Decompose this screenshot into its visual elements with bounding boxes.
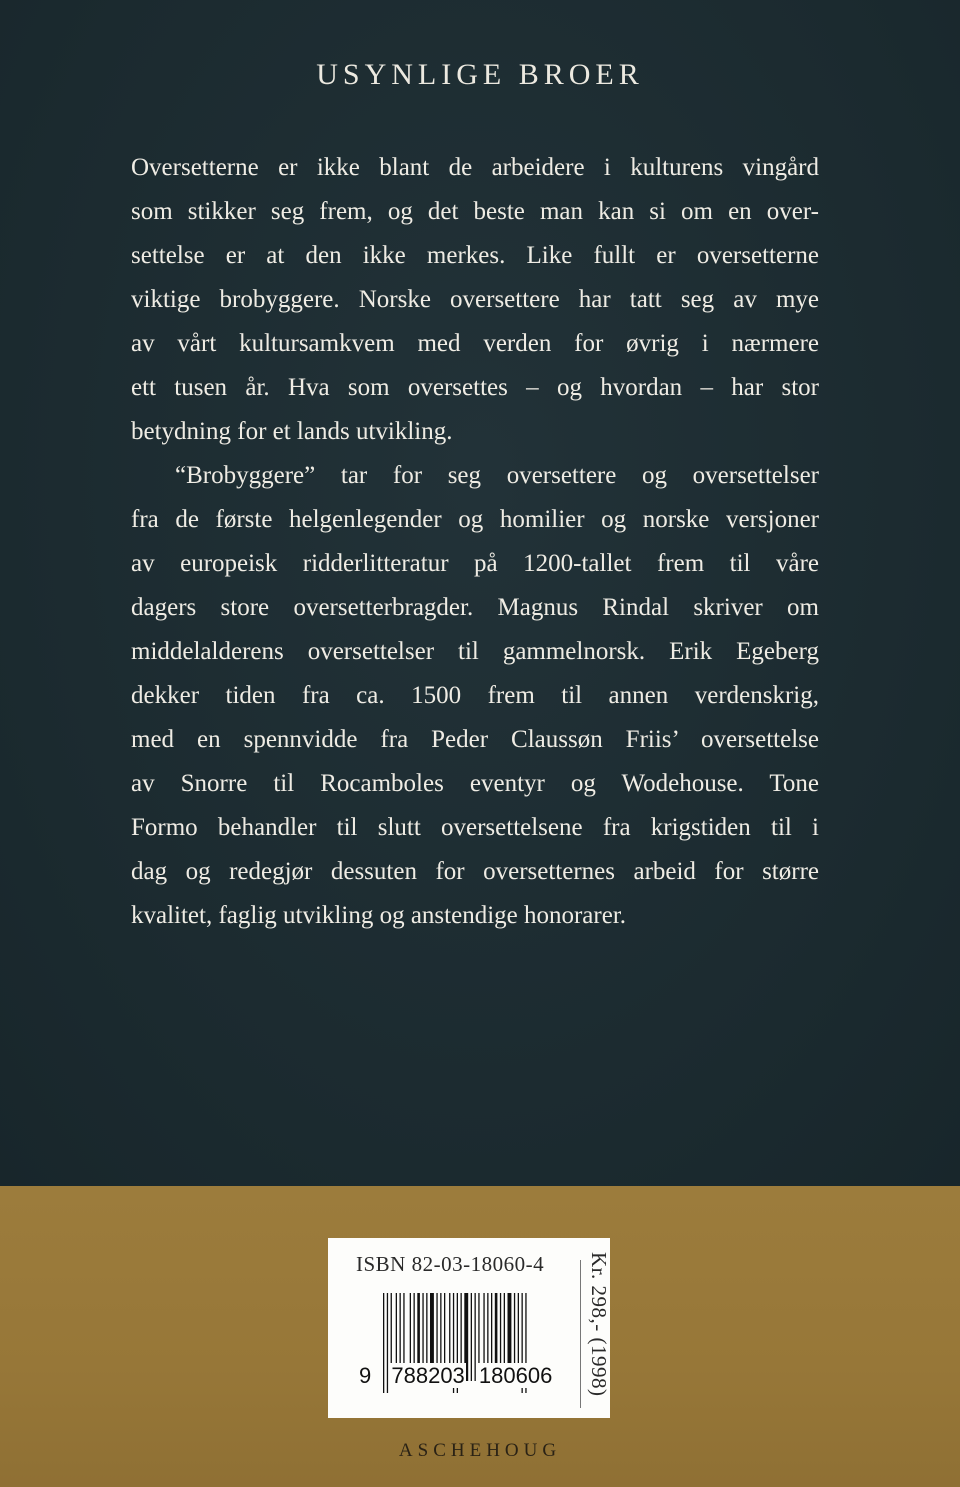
book-title: USYNLIGE BROER: [316, 58, 644, 91]
blurb-line: dag og redegjør dessuten for oversetternes arbeid for større: [131, 858, 819, 885]
blurb-line: dekker tiden fra ca. 1500 frem til annen verdenskrig,: [131, 682, 819, 709]
blurb-line: kvalitet, faglig utvikling og anstendige honorarer.: [131, 902, 627, 929]
barcode-label: [328, 1238, 610, 1418]
publisher-name: ASCHEHOUG: [398, 1440, 562, 1461]
blurb-line: med en spennvidde fra Peder Claussøn Friis’ oversettelse: [131, 726, 819, 753]
blurb-line: Formo behandler til slutt oversettelsene fra krigstiden til i: [131, 814, 819, 841]
blurb-line: ett tusen år. Hva som oversettes – og hvordan – har stor: [131, 374, 819, 401]
ean-group-2: 180606: [478, 1363, 553, 1388]
blurb-line: av vårt kultursamkvem med verden for øvrig i nærmere: [131, 330, 819, 357]
blurb-line: betydning for et lands utvikling.: [131, 418, 453, 445]
blurb-line: som stikker seg frem, og det beste man kan si om en over-: [131, 198, 819, 225]
blurb-line: av europeisk ridderlitteratur på 1200-tallet frem til våre: [131, 550, 819, 577]
label-divider: [580, 1260, 581, 1408]
blurb: [131, 146, 819, 938]
blurb-line: dagers store oversetterbragder. Magnus Rindal skriver om: [131, 594, 819, 621]
price-text: Kr. 298,- (1998): [587, 1252, 611, 1397]
blurb-line: Oversetterne er ikke blant de arbeidere i kulturens vingård: [131, 154, 819, 181]
blurb-line: viktige brobyggere. Norske oversettere har tatt seg av mye: [131, 286, 819, 313]
ean-group-1: 788203: [391, 1363, 465, 1388]
isbn-text: ISBN 82-03-18060-4: [356, 1252, 545, 1276]
blurb-line: fra de første helgenlegender og homilier og norske versjoner: [131, 506, 819, 533]
blurb-line: middelalderens oversettelser til gammelnorsk. Erik Egeberg: [131, 638, 819, 665]
blurb-line: av Snorre til Rocamboles eventyr og Wodehouse. Tone: [131, 770, 819, 797]
ean-first-digit: 9: [359, 1363, 372, 1388]
blurb-line: settelse er at den ikke merkes. Like fullt er oversetterne: [131, 242, 819, 269]
ean-number: [358, 1363, 553, 1389]
blurb-line: “Brobyggere” tar for seg oversettere og oversettelser: [175, 462, 819, 489]
